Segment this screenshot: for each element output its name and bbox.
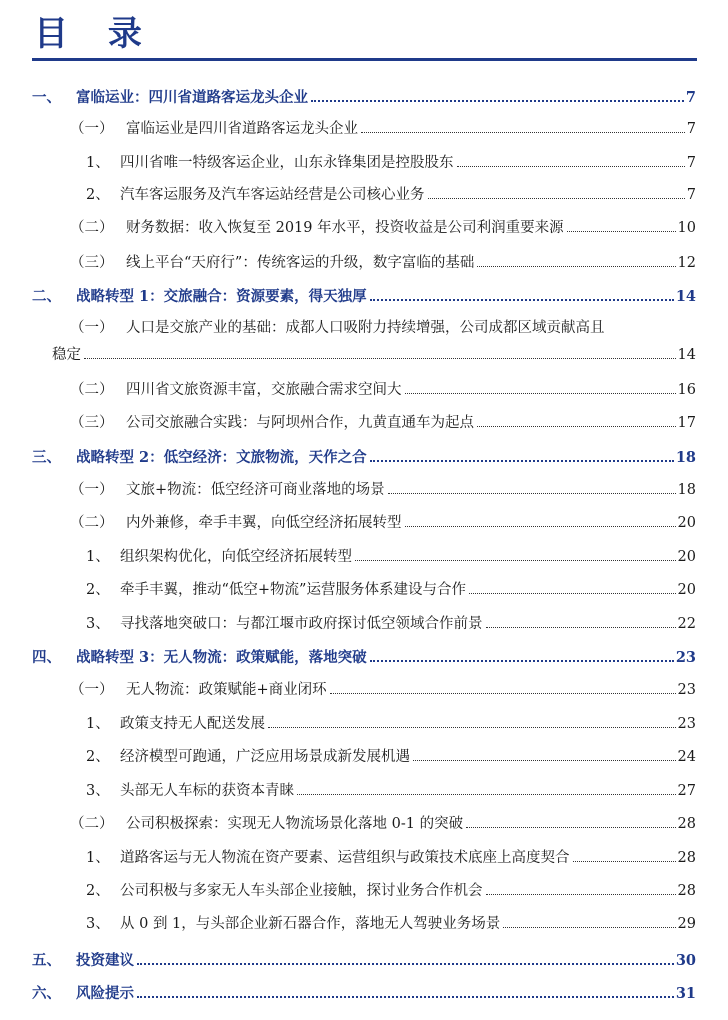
leader-dots [457, 166, 685, 167]
leader-dots [477, 426, 676, 427]
toc-entry-1-3[interactable]: （三） 线上平台“天府行”：传统客运的升级，数字富临的基础 12 [70, 255, 696, 271]
leader-dots [370, 299, 674, 301]
leader-dots [573, 861, 676, 862]
leader-dots [370, 660, 674, 662]
page-number: 24 [677, 749, 696, 765]
page-number: 28 [677, 883, 696, 899]
leader-dots [486, 627, 676, 628]
toc-entry-4-2-3[interactable]: 3、 从 0 到 1，与头部企业新石器合作，落地无人驾驶业务场景 29 [86, 916, 696, 932]
toc-entry-4-2-1[interactable]: 1、 道路客运与无人物流在资产要素、运营组织与政策技术底座上高度契合 28 [86, 850, 696, 866]
toc-entry-4[interactable]: 四、 战略转型 3：无人物流：政策赋能，落地突破 23 [32, 649, 696, 666]
toc-entry-1-1[interactable]: （一） 富临运业是四川省道路客运龙头企业 7 [70, 121, 696, 137]
title-underline [32, 58, 697, 61]
page-title: 目 录 [34, 14, 156, 54]
toc-entry-4-2[interactable]: （二） 公司积极探索：实现无人物流场景化落地 0-1 的突破 28 [70, 816, 696, 832]
page-number: 7 [685, 89, 696, 106]
page-number: 28 [677, 850, 696, 866]
page-number: 14 [677, 347, 696, 363]
toc-entry-2[interactable]: 二、 战略转型 1：交旅融合：资源要素，得天独厚 14 [32, 288, 696, 305]
toc-entry-4-1-2[interactable]: 2、 经济模型可跑通，广泛应用场景成新发展机遇 24 [86, 749, 696, 765]
toc-entry-4-1-3[interactable]: 3、 头部无人车标的获资本青睐 27 [86, 783, 696, 799]
leader-dots [567, 231, 676, 232]
leader-dots [405, 526, 676, 527]
leader-dots [297, 794, 676, 795]
toc-entry-6[interactable]: 六、 风险提示 31 [32, 985, 696, 1002]
page-number: 7 [686, 187, 696, 203]
toc-entry-3-2-1[interactable]: 1、 组织架构优化，向低空经济拓展转型 20 [86, 549, 696, 565]
leader-dots [503, 927, 675, 928]
leader-dots [84, 358, 676, 359]
toc-entry-5[interactable]: 五、 投资建议 30 [32, 952, 696, 969]
page-number: 12 [677, 255, 696, 271]
page-number: 14 [675, 288, 696, 305]
page-number: 31 [675, 985, 696, 1002]
page-number: 20 [677, 582, 696, 598]
leader-dots [405, 393, 676, 394]
page-number: 29 [677, 916, 696, 932]
page-number: 7 [686, 121, 696, 137]
page-number: 20 [677, 515, 696, 531]
toc-entry-2-3[interactable]: （三） 公司交旅融合实践：与阿坝州合作，九黄直通车为起点 17 [70, 415, 696, 431]
leader-dots [268, 727, 676, 728]
leader-dots [428, 198, 685, 199]
toc-entry-3[interactable]: 三、 战略转型 2：低空经济：文旅物流，天作之合 18 [32, 449, 696, 466]
page-number: 20 [677, 549, 696, 565]
page-number: 23 [677, 716, 696, 732]
page-number: 23 [675, 649, 696, 666]
page-number: 18 [677, 482, 696, 498]
toc-entry-1[interactable]: 一、 富临运业：四川省道路客运龙头企业 7 [32, 89, 696, 106]
page-number: 30 [675, 952, 696, 969]
toc-entry-1-1-2[interactable]: 2、 汽车客运服务及汽车客运站经营是公司核心业务 7 [86, 187, 696, 203]
toc-entry-3-2-2[interactable]: 2、 牵手丰翼，推动“低空+物流”运营服务体系建设与合作 20 [86, 582, 696, 598]
toc-entry-4-2-2[interactable]: 2、 公司积极与多家无人车头部企业接触，探讨业务合作机会 28 [86, 883, 696, 899]
leader-dots [330, 693, 676, 694]
toc-entry-2-2[interactable]: （二） 四川省文旅资源丰富，交旅融合需求空间大 16 [70, 382, 696, 398]
leader-dots [388, 493, 676, 494]
page-number: 23 [677, 682, 696, 698]
leader-dots [477, 266, 675, 267]
page-number: 7 [686, 155, 696, 171]
leader-dots [486, 894, 676, 895]
leader-dots [137, 996, 674, 998]
leader-dots [413, 760, 676, 761]
toc-entry-3-2[interactable]: （二） 内外兼修，牵手丰翼，向低空经济拓展转型 20 [70, 515, 696, 531]
leader-dots [355, 560, 676, 561]
leader-dots [466, 827, 675, 828]
leader-dots [370, 460, 674, 462]
toc-entry-4-1[interactable]: （一） 无人物流：政策赋能+商业闭环 23 [70, 682, 696, 698]
page-number: 16 [677, 382, 696, 398]
toc-entry-1-1-1[interactable]: 1、 四川省唯一特级客运企业，山东永锋集团是控股股东 7 [86, 155, 696, 171]
leader-dots [311, 100, 684, 102]
page-number: 27 [677, 783, 696, 799]
toc-entry-3-2-3[interactable]: 3、 寻找落地突破口：与都江堰市政府探讨低空领域合作前景 22 [86, 616, 696, 632]
toc-entry-2-1[interactable]: （一） 人口是交旅产业的基础：成都人口吸附力持续增强，公司成都区域贡献高且 [70, 320, 605, 336]
toc-entry-2-1-continued[interactable]: 稳定 14 [52, 347, 696, 363]
page-number: 22 [677, 616, 696, 632]
toc-entry-4-1-1[interactable]: 1、 政策支持无人配送发展 23 [86, 716, 696, 732]
leader-dots [469, 593, 676, 594]
leader-dots [137, 963, 674, 965]
page-number: 18 [675, 449, 696, 466]
page-number: 17 [677, 415, 696, 431]
leader-dots [361, 132, 685, 133]
page-number: 10 [677, 220, 696, 236]
page-number: 28 [677, 816, 696, 832]
toc-entry-3-1[interactable]: （一） 文旅+物流：低空经济可商业落地的场景 18 [70, 482, 696, 498]
toc-entry-1-2[interactable]: （二） 财务数据：收入恢复至 2019 年水平，投资收益是公司利润重要来源 10 [70, 220, 696, 236]
